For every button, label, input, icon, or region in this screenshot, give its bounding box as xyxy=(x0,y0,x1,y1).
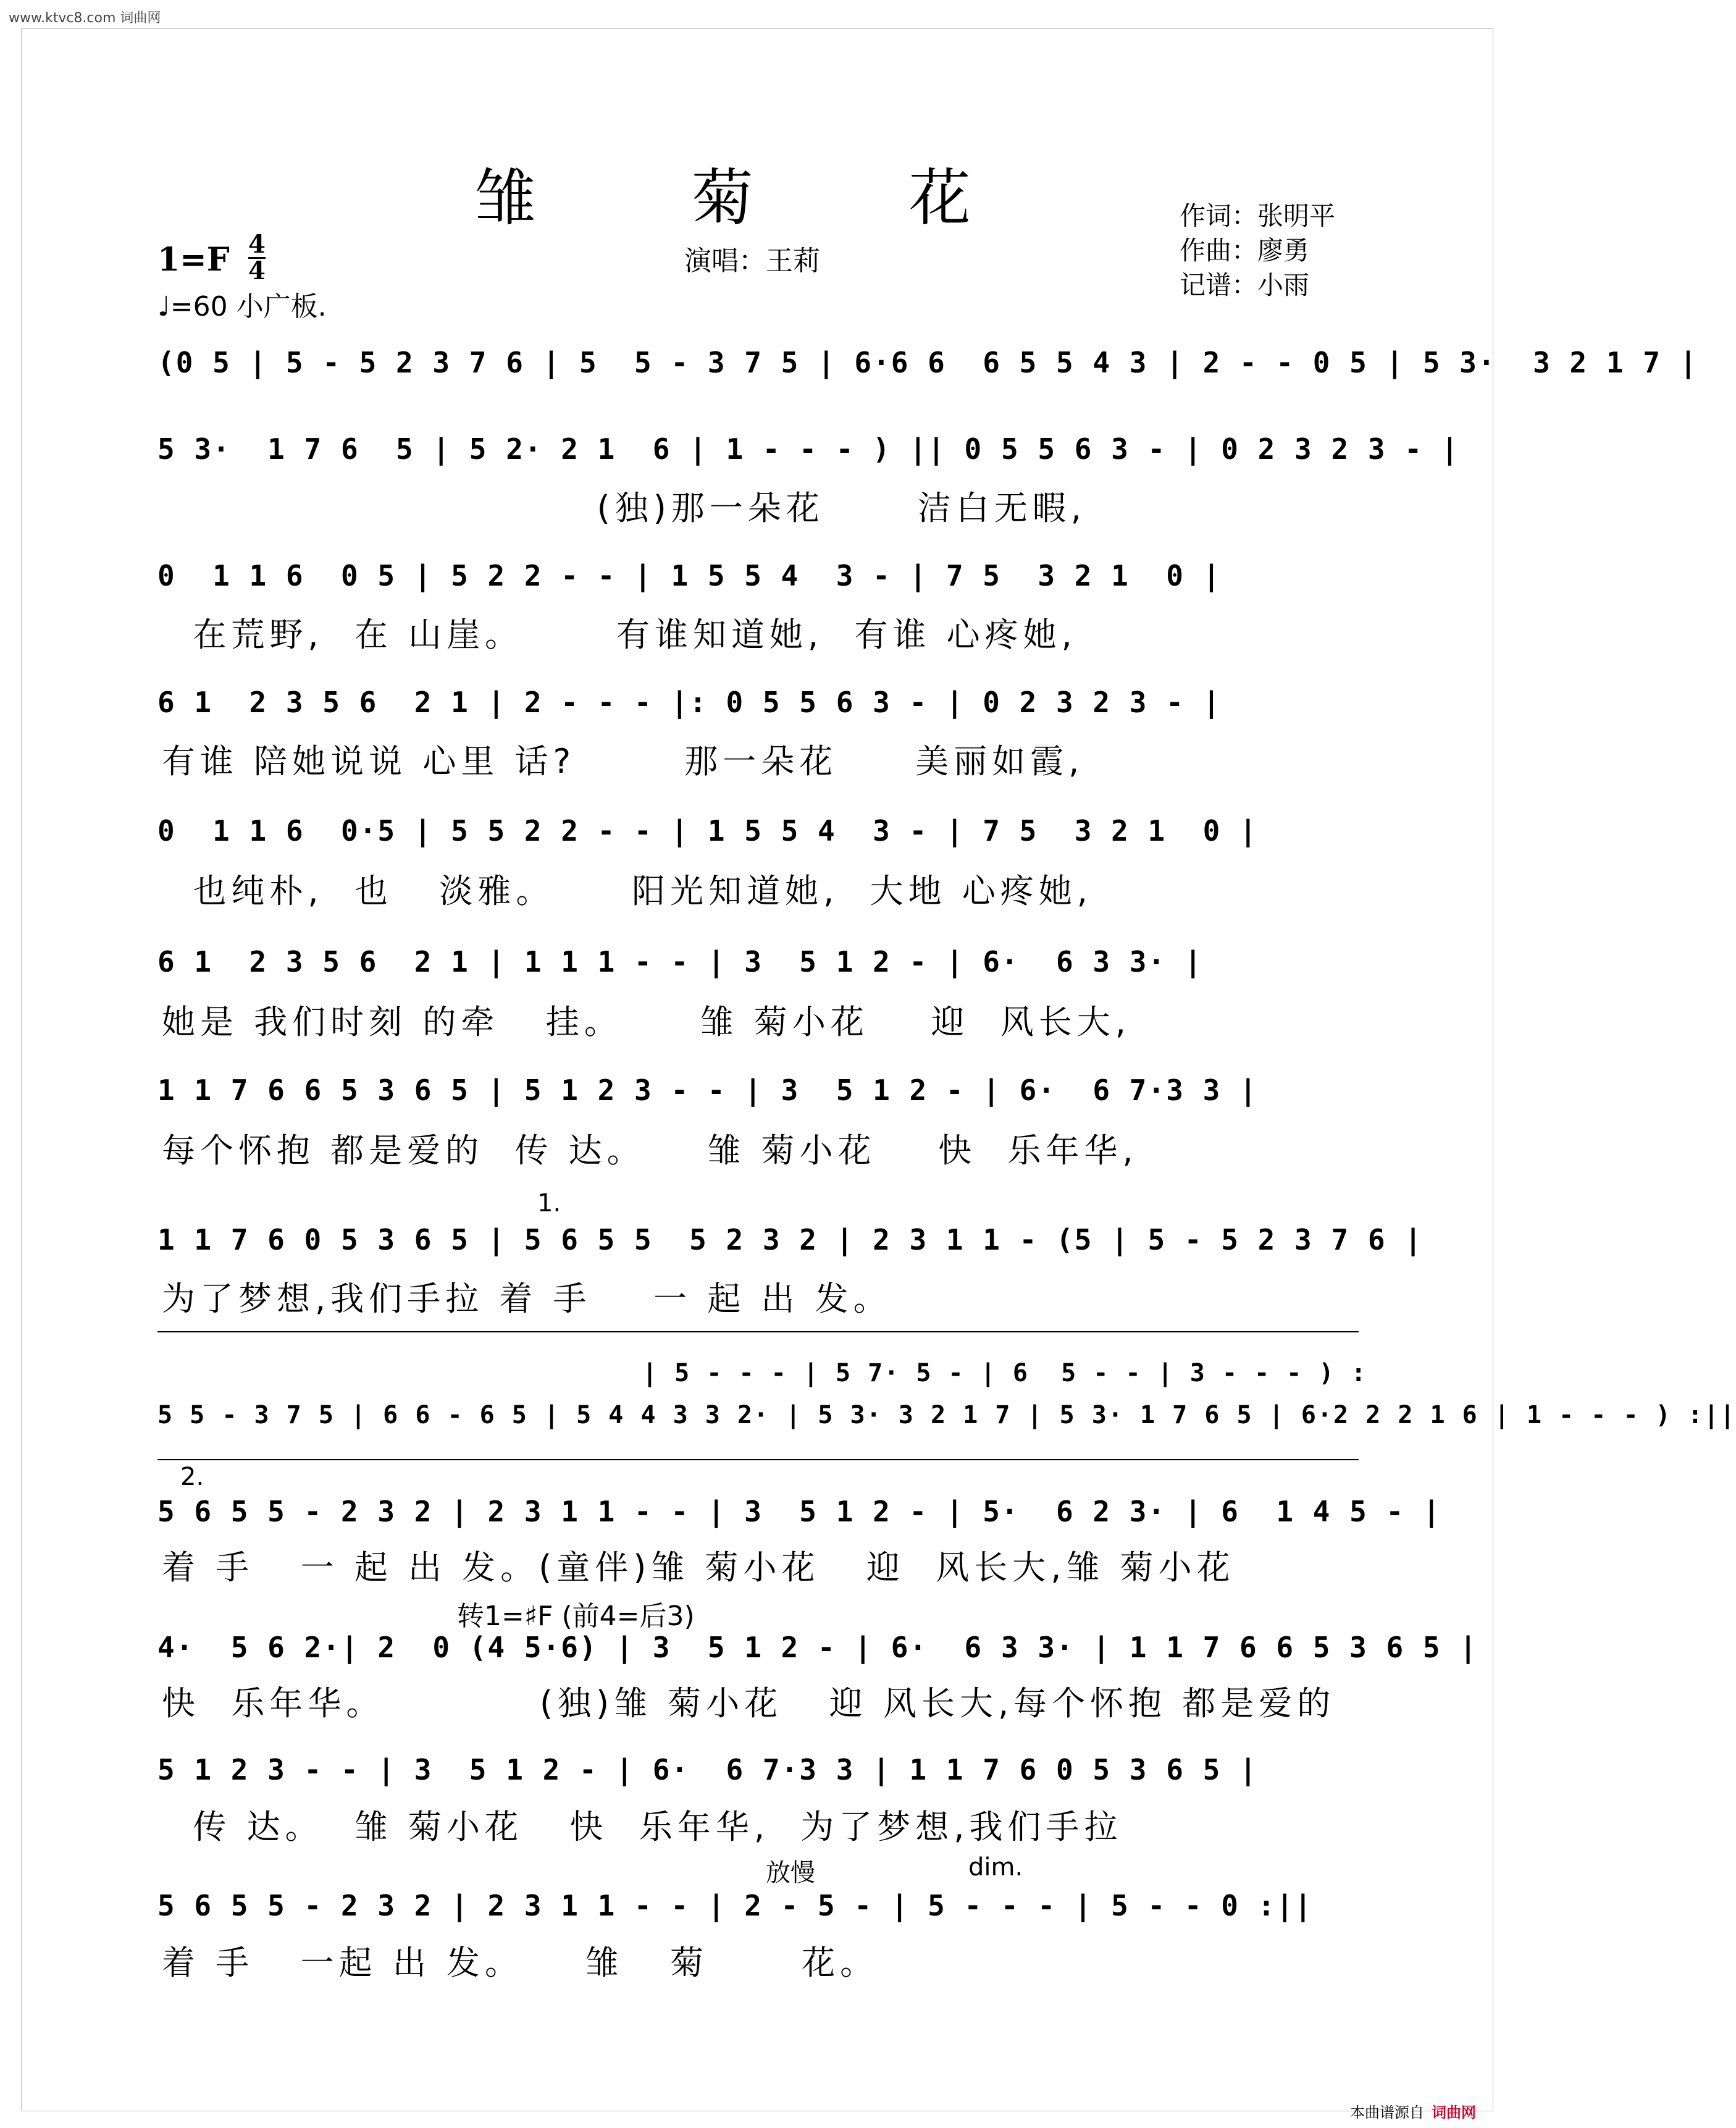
transcriber: 记谱：小雨 xyxy=(1180,270,1310,300)
section-divider xyxy=(157,1331,1359,1332)
lyric-line: 快 乐年华。 (独)雏 菊小花 迎 风长大,每个怀抱 都是爱的 xyxy=(162,1684,1336,1723)
lyric-line: 在荒野, 在 山崖。 有谁知道她, 有谁 心疼她, xyxy=(162,615,1077,654)
credits xyxy=(1180,199,1335,303)
notation-line: 5 1 2 3 - - | 3 5 1 2 - | 6· 6 7·3 3 | 1 1 7 6 0 5 3 6 5 | xyxy=(157,1753,1258,1786)
notation-line: (0 5 | 5 - 5 2 3 7 6 | 5 5 - 3 7 5 | 6·6 6 6 5 5 4 3 | 2 - - 0 5 | 5 3· 3 2 1 7 | xyxy=(157,346,1698,379)
lyric-line: 每个怀抱 都是爱的 传 达。 雏 菊小花 快 乐年华, xyxy=(162,1131,1138,1170)
lyric-line: 着 手 一 起 出 发。(童伴)雏 菊小花 迎 风长大,雏 菊小花 xyxy=(162,1548,1235,1587)
footer-brand: 词曲网 xyxy=(1432,2104,1476,2121)
dim-direction: dim. xyxy=(968,1853,1023,1882)
section-divider xyxy=(157,1459,1359,1460)
notation-line: 0 1 1 6 0 5 | 5 2 2 - - | 1 5 5 4 3 - | 7 5 3 2 1 0 | xyxy=(157,559,1222,592)
upper-voice-line: | 5 - - - | 5 7· 5 - | 6 5 - - | 3 - - - ) : xyxy=(642,1359,1367,1387)
tempo-marking: ♩=60 小广板. xyxy=(157,291,327,322)
notation-line: 5 3· 1 7 6 5 | 5 2· 2 1 6 | 1 - - - ) || 0 5 5 6 3 - | 0 2 3 2 3 - | xyxy=(157,432,1460,466)
singer: 演唱：王莉 xyxy=(684,245,820,277)
notation-line: 1 1 7 6 0 5 3 6 5 | 5 6 5 5 5 2 3 2 | 2 3 1 1 - (5 | 5 - 5 2 3 7 6 | xyxy=(157,1223,1423,1256)
notation-line: 6 1 2 3 5 6 2 1 | 1 1 1 - - | 3 5 1 2 - | 6· 6 3 3· | xyxy=(157,945,1203,978)
first-ending-mark: 1. xyxy=(537,1189,561,1218)
footer xyxy=(1350,2100,1476,2122)
lyric-line: 她是 我们时刻 的牵 挂。 雏 菊小花 迎 风长大, xyxy=(162,1003,1131,1041)
slow-direction: 放慢 xyxy=(766,1859,815,1887)
lyric-line: 传 达。 雏 菊小花 快 乐年华, 为了梦想,我们手拉 xyxy=(162,1807,1123,1846)
site-watermark: www.ktvc8.com 词曲网 xyxy=(9,11,161,26)
composer: 作曲：廖勇 xyxy=(1180,235,1310,266)
lyric-line: (独)那一朵花 洁白无暇, xyxy=(162,489,1086,528)
second-ending-mark: 2. xyxy=(180,1463,204,1491)
footer-note: 本曲谱源自 xyxy=(1350,2104,1424,2121)
lyric-line: 着 手 一起 出 发。 雏 菊 花。 xyxy=(162,1943,879,1982)
notation-line: 5 5 - 3 7 5 | 6 6 - 6 5 | 5 4 4 3 3 2· | 5 3· 3 2 1 7 | 5 3· 1 7 6 5 | 6·2 2 2 1 6 | 1 - - - ) :|| xyxy=(157,1401,1736,1429)
key-signature: 1=F xyxy=(157,241,230,279)
notation-line: 5 6 5 5 - 2 3 2 | 2 3 1 1 - - | 2 - 5 - | 5 - - - | 5 - - 0 :|| xyxy=(157,1889,1313,1922)
lyricist: 作词：张明平 xyxy=(1180,201,1336,231)
notation-line: 4· 5 6 2·| 2 0 (4 5·6) | 3 5 1 2 - | 6· 6 3 3· | 1 1 7 6 6 5 3 6 5 | xyxy=(157,1631,1478,1664)
notation-line: 1 1 7 6 6 5 3 6 5 | 5 1 2 3 - - | 3 5 1 2 - | 6· 6 7·3 3 | xyxy=(157,1074,1258,1107)
lyric-line: 也纯朴, 也 淡雅。 阳光知道她, 大地 心疼她, xyxy=(162,872,1092,910)
notation-line: 0 1 1 6 0·5 | 5 5 2 2 - - | 1 5 5 4 3 - | 7 5 3 2 1 0 | xyxy=(157,814,1258,847)
modulation-mark: 转1=♯F (前4=后3) xyxy=(457,1600,695,1632)
lyric-line: 有谁 陪她说说 心里 话? 那一朵花 美丽如霞, xyxy=(162,742,1084,781)
notation-line: 6 1 2 3 5 6 2 1 | 2 - - - |: 0 5 5 6 3 - | 0 2 3 2 3 - | xyxy=(157,686,1222,719)
notation-line: 5 6 5 5 - 2 3 2 | 2 3 1 1 - - | 3 5 1 2 - | 5· 6 2 3· | 6 1 4 5 - | xyxy=(157,1495,1441,1528)
lyric-line: 为了梦想,我们手拉 着 手 一 起 出 发。 xyxy=(162,1279,892,1318)
song-title: 雏 菊 花 xyxy=(474,162,1039,234)
page-frame xyxy=(21,28,1493,2111)
time-signature: 4 4 xyxy=(248,230,266,285)
